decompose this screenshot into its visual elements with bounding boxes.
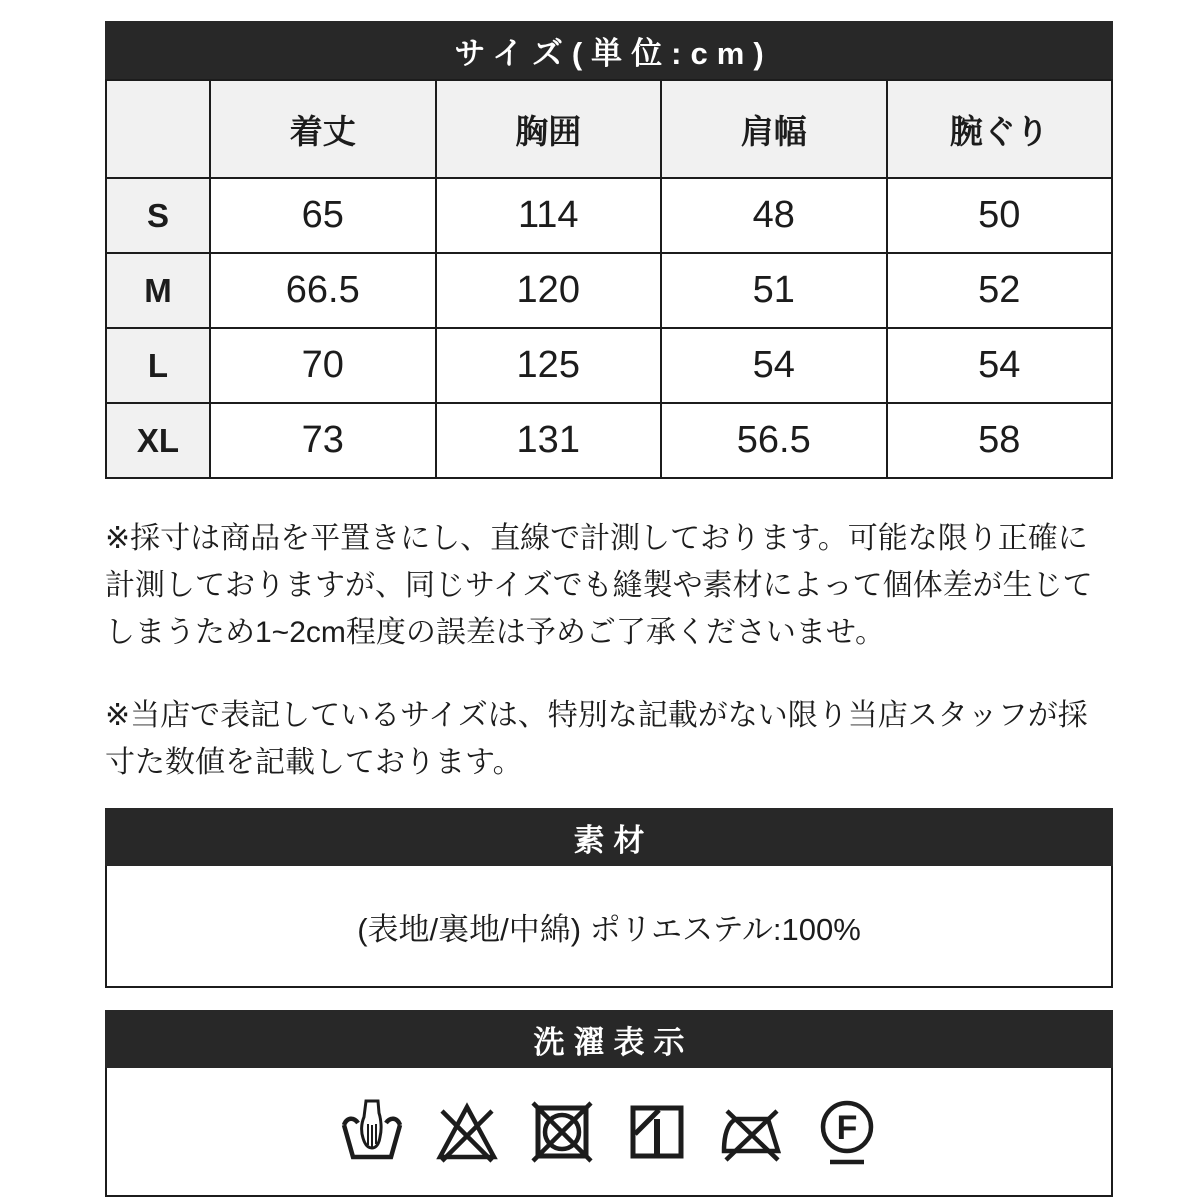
material-content: (表地/裏地/中綿) ポリエステル:100% <box>357 911 861 947</box>
line-dry-in-shade-icon <box>623 1098 691 1166</box>
size-value-cell: 54 <box>661 328 887 403</box>
material-content-box <box>105 866 1113 988</box>
product-spec-page <box>105 0 1113 1197</box>
size-value-cell: 73 <box>210 403 436 478</box>
size-value-cell: 50 <box>887 178 1113 253</box>
col-header-length: 着丈 <box>210 80 436 178</box>
size-section-title: サイズ(単位:cm) <box>454 35 773 71</box>
do-not-tumble-dry-icon <box>528 1098 596 1166</box>
size-value-cell: 52 <box>887 253 1113 328</box>
table-row <box>106 328 1112 403</box>
size-value-cell: 51 <box>661 253 887 328</box>
col-header-armhole: 腕ぐり <box>887 80 1113 178</box>
petroleum-dry-clean-gentle-icon <box>813 1098 881 1166</box>
care-icons-box <box>105 1068 1113 1197</box>
col-header-chest: 胸囲 <box>436 80 662 178</box>
size-row-label: S <box>106 178 210 253</box>
size-value-cell: 56.5 <box>661 403 887 478</box>
dry-clean-letter: F <box>836 1108 857 1147</box>
size-value-cell: 131 <box>436 403 662 478</box>
size-row-label: L <box>106 328 210 403</box>
corner-cell <box>106 80 210 178</box>
size-value-cell: 48 <box>661 178 887 253</box>
care-title: 洗濯表示 <box>533 1024 694 1060</box>
care-section <box>105 1010 1113 1197</box>
size-value-cell: 125 <box>436 328 662 403</box>
size-table-header-row <box>106 80 1112 178</box>
table-row <box>106 253 1112 328</box>
size-value-cell: 65 <box>210 178 436 253</box>
do-not-iron-icon <box>718 1098 786 1166</box>
size-value-cell: 120 <box>436 253 662 328</box>
size-value-cell: 66.5 <box>210 253 436 328</box>
do-not-bleach-icon <box>433 1098 501 1166</box>
size-section-title-bar <box>105 21 1113 79</box>
table-row <box>106 403 1112 478</box>
care-title-bar <box>105 1010 1113 1068</box>
size-section <box>105 21 1113 479</box>
col-header-shoulder: 肩幅 <box>661 80 887 178</box>
note-measurement-disclaimer: ※採寸は商品を平置きにし、直線で計測しております。可能な限り正確に計測しておりますが、同じサイズでも縫製や素材によって個体差が生じてしまうため1~2cm程度の誤差は予めご了承くださいませ。 <box>105 522 1093 649</box>
size-row-label: M <box>106 253 210 328</box>
material-section <box>105 808 1113 988</box>
hand-wash-icon <box>338 1098 406 1166</box>
material-title: 素材 <box>573 822 654 858</box>
size-row-label: XL <box>106 403 210 478</box>
size-value-cell: 114 <box>436 178 662 253</box>
size-value-cell: 58 <box>887 403 1113 478</box>
size-value-cell: 70 <box>210 328 436 403</box>
size-value-cell: 54 <box>887 328 1113 403</box>
table-row <box>106 178 1112 253</box>
note-staff-measurement: ※当店で表記しているサイズは、特別な記載がない限り当店スタッフが採寸た数値を記載しております。 <box>105 699 1088 779</box>
size-table <box>105 79 1113 479</box>
material-title-bar <box>105 808 1113 866</box>
